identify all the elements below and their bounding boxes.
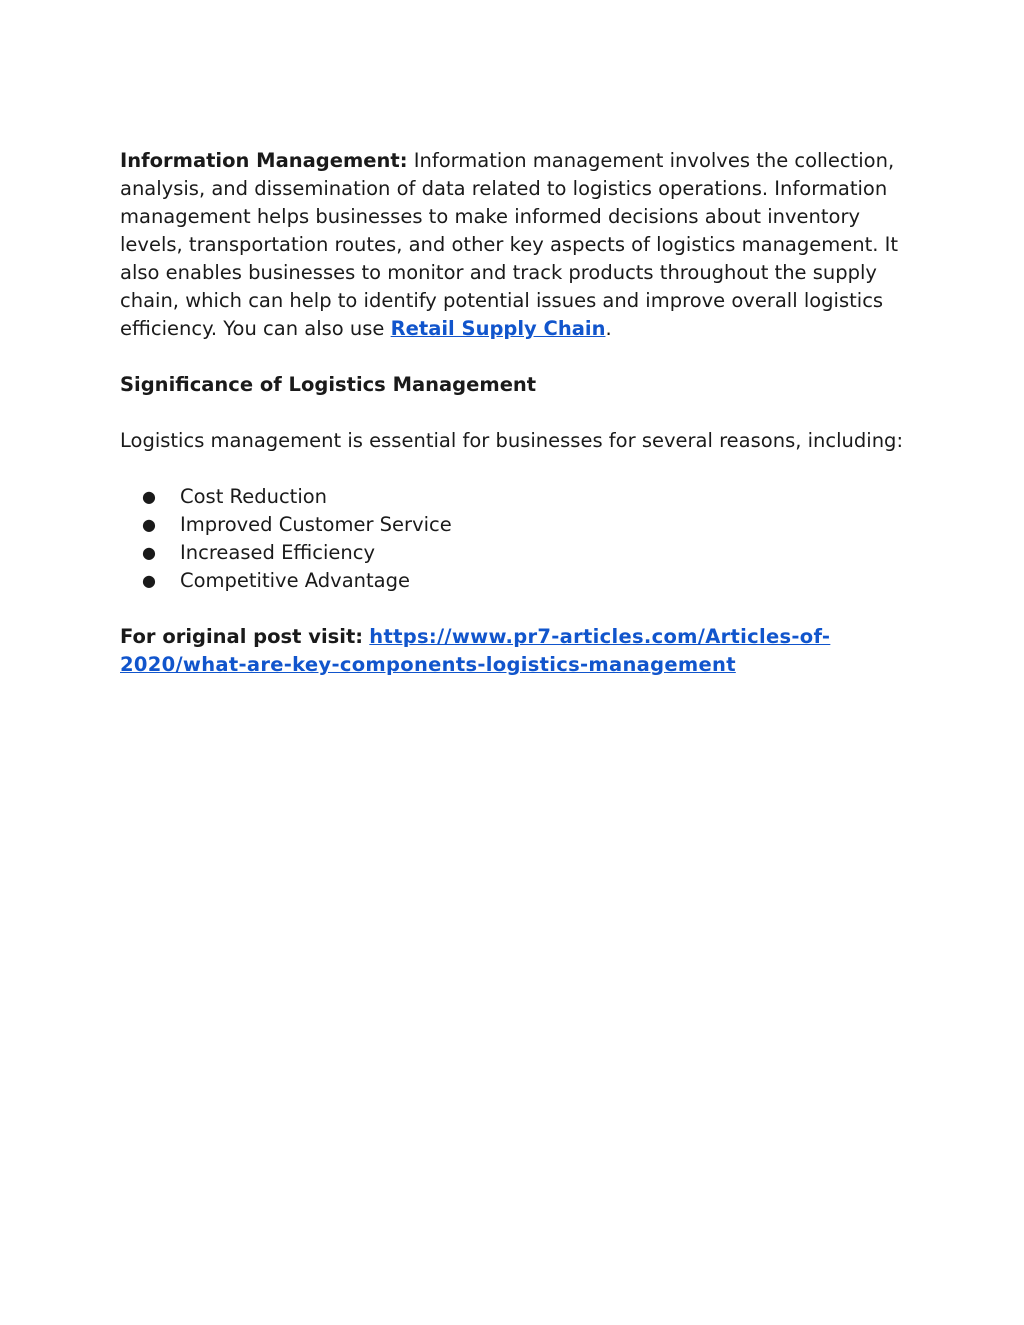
list-item-label: Cost Reduction <box>180 485 328 508</box>
list-item <box>120 539 910 567</box>
document-page <box>120 147 910 707</box>
significance-intro: Logistics management is essential for businesses for several reasons, including: <box>120 429 904 452</box>
list-item-label: Improved Customer Service <box>180 513 452 536</box>
list-item <box>120 511 910 539</box>
significance-list <box>120 483 910 595</box>
source-url-link[interactable]: https://www.pr7-articles.com/Articles-of-2020/what-are-key-components-logistics-management <box>120 625 831 676</box>
source-label: For original post visit: <box>120 625 364 648</box>
info-management-text: Information management involves the collection, analysis, and dissemination of data related to logistics operations. Information management helps businesses to make informed decisions about inventory levels, transportation routes, and other key aspects of logistics management. It also enables businesses to monitor and track products throughout the supply chain, which can help to identify potential issues and improve overall logistics efficiency. You can also use <box>120 149 899 340</box>
retail-supply-chain-link[interactable]: Retail Supply Chain <box>390 317 606 340</box>
bullet-icon: ● <box>142 515 156 534</box>
info-management-paragraph <box>120 147 910 343</box>
info-management-trailing: . <box>605 317 612 340</box>
significance-heading: Significance of Logistics Management <box>120 373 537 396</box>
list-item <box>120 567 910 595</box>
info-management-label: Information Management: <box>120 149 408 172</box>
bullet-icon: ● <box>142 571 156 590</box>
list-item-label: Increased Efficiency <box>180 541 376 564</box>
list-item-label: Competitive Advantage <box>180 569 410 592</box>
source-paragraph <box>120 623 910 679</box>
bullet-icon: ● <box>142 487 156 506</box>
list-item <box>120 483 910 511</box>
bullet-icon: ● <box>142 543 156 562</box>
